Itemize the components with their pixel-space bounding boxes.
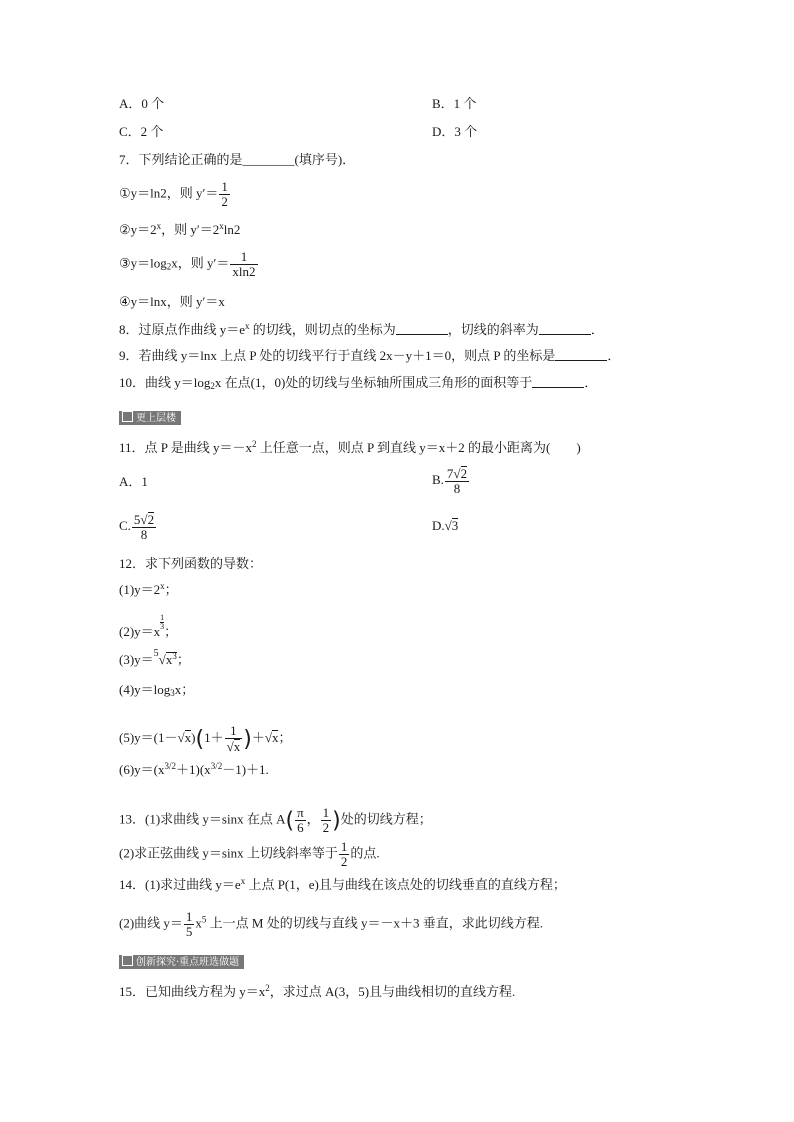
q11-stem: 11．点 P 是曲线 $y=-x^2$ 上任意一点，则点 P 到直线 y＝x＋2 的最小距离为( ) — [119, 439, 581, 455]
book-icon — [122, 955, 133, 966]
q8: 8．过原点作曲线 $y=e^x$ 的切线，则切点的坐标为 ，切线的斜率为 ． — [119, 321, 604, 337]
q12-sub-2: (2)y＝x $^{\frac{1}{3}}$ ； — [119, 613, 178, 639]
q6-option-a: A．0 个 — [119, 96, 165, 111]
q12-sub-6: $(6)y=(x^{3/2}+1)(x^{3/2}-1)+1$. — [119, 761, 269, 777]
q12-stem: 12．求下列函数的导数： — [119, 556, 263, 571]
q11-option-b: B. $\frac{7√2}{8}$ — [432, 466, 468, 496]
q11-option-d: D.√3 — [432, 518, 459, 533]
q7-item-3: $③y=\log_2x$，则 y′＝ $\frac{1}{xln2}$ — [119, 249, 256, 279]
q14-part-1: 14．(1)求过曲线 $y=e^x$ 上点 P(1，e)且与曲线在该点处的切线垂直的直线方程； — [119, 876, 566, 892]
q7-item-2: $②y=2^x$，则 $y'=2^x\ln 2$ — [119, 221, 241, 237]
q12-sub-3: $(3)y=^5√x^3$； — [119, 648, 190, 667]
q12-sub-1: $(1)y=2^x$； — [119, 581, 178, 597]
q7-item-1: ①y＝ln2，则 y′＝ $\frac{1}{2}$ — [119, 179, 228, 209]
q6-option-c: C．2 个 — [119, 124, 164, 139]
q6-option-b: B．1 个 — [432, 96, 477, 111]
q14-part-2: (2)曲线 y＝ $\frac{1}{5}$ $x^5$ 上一点 M 处的切线与直线 y＝－x＋3 垂直，求此切线方程. — [119, 909, 543, 939]
q7-stem: 7．下列结论正确的是________(填序号)． — [119, 152, 356, 167]
q13-part-2: (2)求正弦曲线 y＝sinx 上切线斜率等于 $\frac{1}{2}$ 的点. — [119, 839, 380, 869]
q12-sub-5: (5)y＝(1－√x)(1＋ $\frac{1}{√x}$ )＋√x； — [119, 723, 292, 754]
q11-option-c: C. $\frac{5√2}{8}$ — [119, 512, 155, 542]
q9: 9．若曲线 y＝lnx 上点 P 处的切线平行于直线 2x－y＋1＝0，则点 P 的坐标是 ． — [119, 348, 621, 363]
q6-option-d: D．3 个 — [432, 124, 478, 139]
q15: 15．已知曲线方程为 $y=x^2$，求过点 A(3，5)且与曲线相切的直线方程. — [119, 983, 516, 999]
q7-item-4: ④y＝lnx，则 y′＝x — [119, 294, 225, 309]
book-icon — [122, 411, 133, 422]
q13-part-1: 13．(1)求曲线 y＝sinx 在点 A( $\frac{\pi}{6}$ ， $\frac{1}{2}$ )处的切线方程； — [119, 805, 432, 835]
section-tag-advanced: 更上层楼 — [119, 411, 181, 425]
q10: 10．曲线 $y=\log_2x$ 在点(1，0)处的切线与坐标轴所围成三角形的面积等于 ． — [119, 375, 598, 391]
q11-option-a: A．1 — [119, 474, 148, 489]
section-tag-innovation: 创新探究·重点班选做题 — [119, 955, 244, 969]
q12-sub-4: $(4)y=\log_3x$； — [119, 682, 195, 698]
